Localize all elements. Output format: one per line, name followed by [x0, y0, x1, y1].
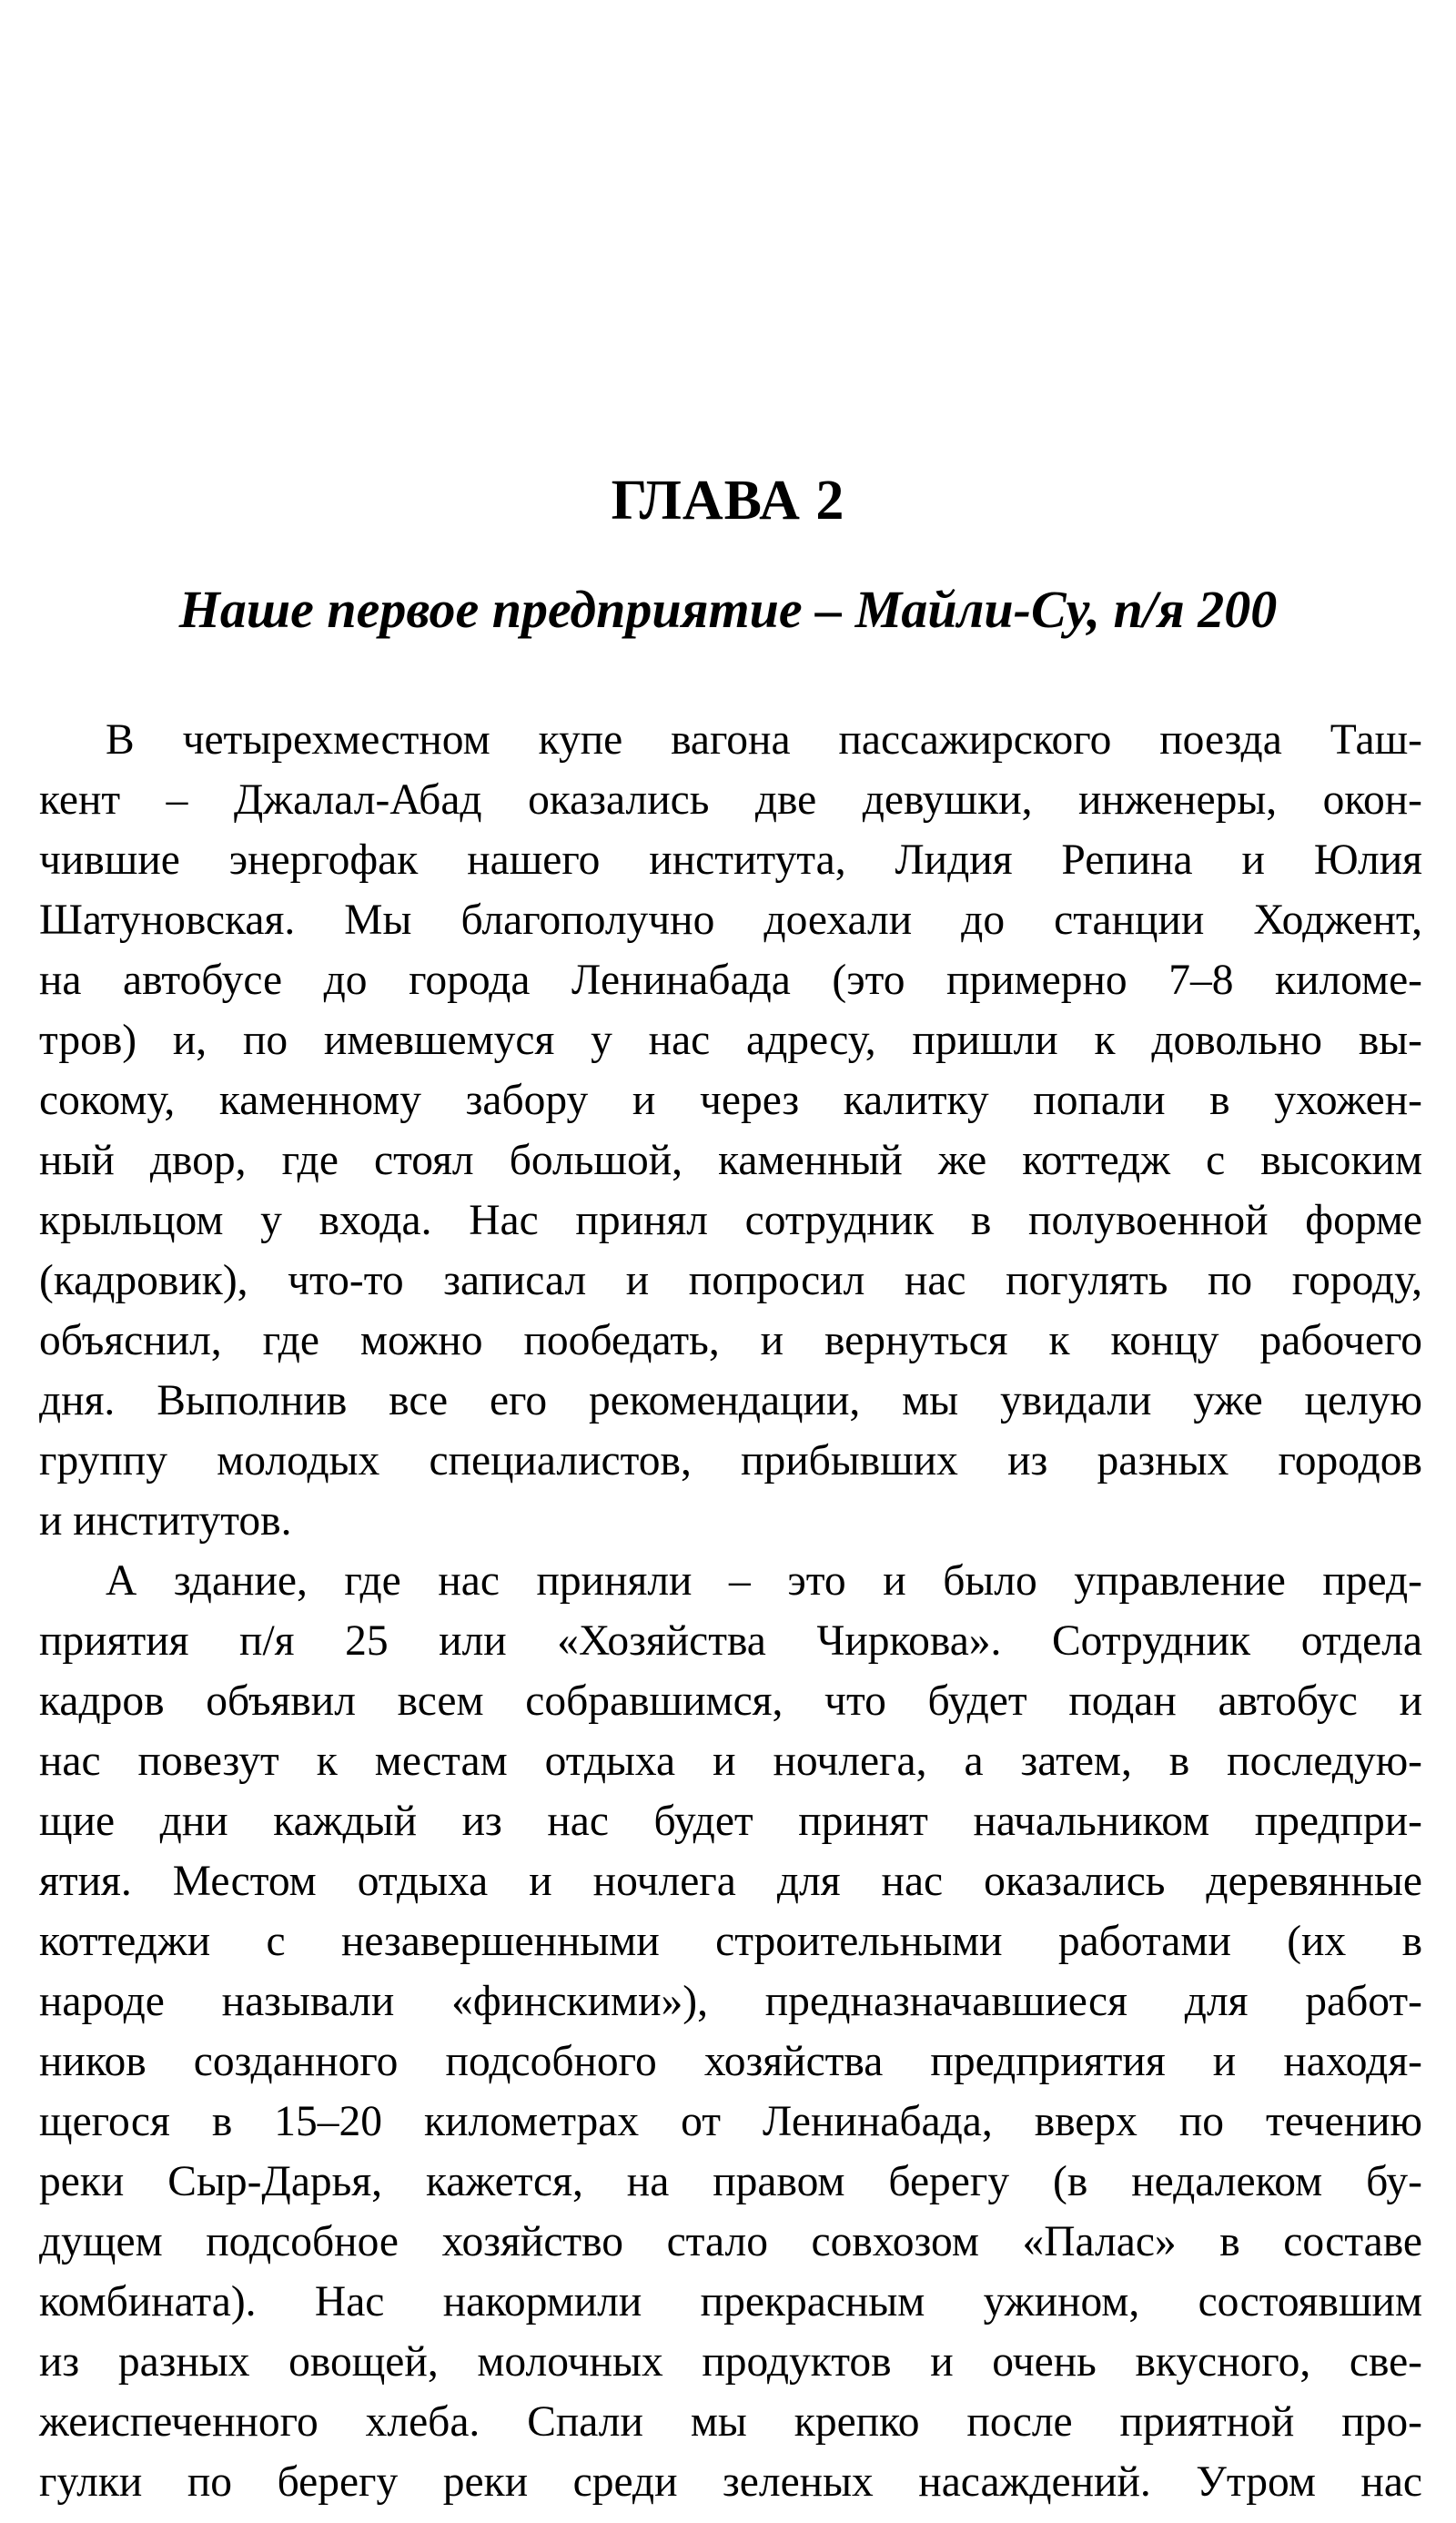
text-line: объяснил, где можно пообедать, и вернуться к концу рабочего [39, 1317, 1422, 1364]
text-line: ятия. Местом отдыха и ночлега для нас оказались деревянные [39, 1858, 1422, 1905]
paragraph-1 [39, 710, 1422, 1551]
text-line: ников созданного подсобного хозяйства предприятия и находя- [39, 2038, 1422, 2085]
text-line: гулки по берегу реки среди зеленых насаждений. Утром нас [39, 2458, 1422, 2506]
text-line: кент – Джалал-Абад оказались две девушки, инженеры, окон- [39, 776, 1422, 824]
text-line: на автобусе до города Ленинабада (это примерно 7–8 киломе- [39, 957, 1422, 1004]
text-line: сокому, каменному забору и через калитку попали в ухожен- [39, 1077, 1422, 1124]
text-line: В четырехместном купе вагона пассажирского поезда Таш- [106, 716, 1422, 764]
text-line: нас повезут к местам отдыха и ночлега, а затем, в последую- [39, 1738, 1422, 1785]
text-line: жеиспеченного хлеба. Спали мы крепко после приятной про- [39, 2398, 1422, 2446]
text-line: дущем подсобное хозяйство стало совхозом «Палас» в составе [39, 2218, 1422, 2265]
text-line: кадров объявил всем собравшимся, что будет подан автобус и [39, 1677, 1422, 1725]
text-line: реки Сыр-Дарья, кажется, на правом берегу (в недалеком бу- [39, 2158, 1422, 2205]
text-line: и институтов. [39, 1497, 292, 1545]
chapter-subtitle: Наше первое предприятие – Майли-Су, п/я 200 [178, 580, 1278, 639]
text-line: А здание, где нас приняли – это и было управление пред- [106, 1557, 1422, 1605]
text-line: тров) и, по имевшемуся у нас адресу, пришли к довольно вы- [39, 1017, 1422, 1064]
text-line: приятия п/я 25 или «Хозяйства Чиркова». Сотрудник отдела [39, 1617, 1422, 1665]
body-text [39, 710, 1422, 2512]
text-line: коттеджи с незавершенными строительными работами (их в [39, 1918, 1422, 1965]
chapter-heading: ГЛАВА 2 [611, 470, 845, 532]
text-line: (кадровик), что-то записал и попросил нас погулять по городу, [39, 1257, 1422, 1304]
text-line: из разных овощей, молочных продуктов и очень вкусного, све- [39, 2338, 1422, 2386]
text-line: чившие энергофак нашего института, Лидия Репина и Юлия [39, 836, 1422, 884]
paragraph-2 [39, 1551, 1422, 2512]
text-line: крыльцом у входа. Нас принял сотрудник в полувоенной форме [39, 1197, 1422, 1244]
text-line: народе называли «финскими»), предназначавшиеся для работ- [39, 1978, 1422, 2025]
text-line: Шатуновская. Мы благополучно доехали до станции Ходжент, [39, 897, 1422, 944]
text-line: группу молодых специалистов, прибывших из разных городов [39, 1437, 1422, 1484]
text-line: комбината). Нас накормили прекрасным ужином, состоявшим [39, 2278, 1422, 2325]
text-line: ный двор, где стоял большой, каменный же коттедж с высоким [39, 1137, 1422, 1184]
text-line: щегося в 15–20 километрах от Ленинабада, вверх по течению [39, 2098, 1422, 2145]
text-line: щие дни каждый из нас будет принят начальником предпри- [39, 1798, 1422, 1845]
text-line: дня. Выполнив все его рекомендации, мы увидали уже целую [39, 1377, 1422, 1424]
